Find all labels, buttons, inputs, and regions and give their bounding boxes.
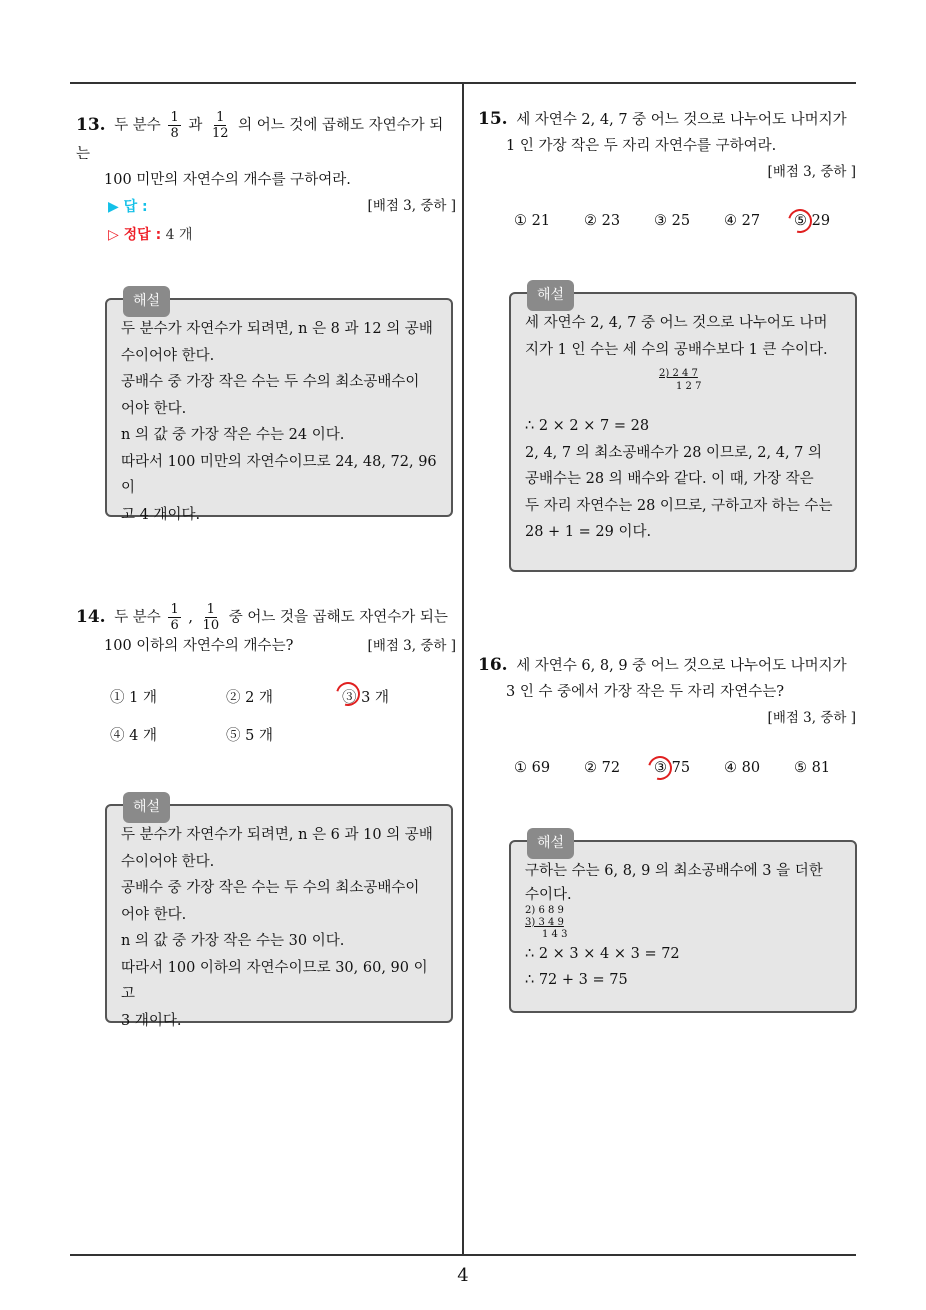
- solution-line: 수이다.: [525, 886, 572, 903]
- correct-answer-label: ▷ 정답 :: [108, 227, 162, 243]
- column-divider: [462, 83, 464, 1255]
- selection-mark: [644, 752, 677, 785]
- solution-box-13: [105, 293, 453, 523]
- solution-line: ∴ 72 + 3 = 75: [525, 972, 628, 988]
- question-16-line2: 3 인 수 중에서 가장 작은 두 자리 자연수는?: [506, 684, 784, 700]
- selection-mark: [784, 205, 817, 238]
- choice-2[interactable]: ② 72: [584, 760, 621, 776]
- score-label: [배점 3, 중하 ]: [767, 164, 856, 180]
- question-number: 13.: [76, 114, 106, 135]
- choice-3-selected[interactable]: ③ 3 개: [342, 686, 389, 707]
- solution-line: 두 분수가 자연수가 되려면, n 은 6 과 10 의 공배: [121, 827, 433, 843]
- question-text: 중 어느 것을 곱해도 자연수가 되는: [228, 609, 448, 626]
- question-text: 두 분수: [114, 609, 161, 626]
- solution-line: 수이어야 한다.: [121, 853, 215, 870]
- score-label: [배점 3, 중하 ]: [767, 710, 856, 726]
- question-text: 두 분수: [114, 117, 161, 134]
- question-14-line1: [76, 602, 456, 633]
- solution-line: 두 자리 자연수는 28 이므로, 구하고자 하는 수는: [525, 497, 833, 514]
- choice-4[interactable]: ④ 80: [724, 760, 761, 776]
- solution-tag: 해설: [123, 286, 170, 317]
- choice-1[interactable]: ① 69: [514, 760, 551, 776]
- solution-line: ∴ 2 × 2 × 7 = 28: [525, 418, 650, 434]
- question-text: 세 자연수 2, 4, 7 중 어느 것으로 나누어도 나머지가: [516, 112, 847, 128]
- solution-line: 따라서 100 미만의 자연수이므로 24, 48, 72, 96 이: [121, 453, 437, 496]
- correct-answer-value: 4 개: [165, 227, 193, 243]
- question-number: 14.: [76, 606, 106, 627]
- solution-line: 28 + 1 = 29 이다.: [525, 524, 652, 540]
- page-number: 4: [457, 1265, 469, 1286]
- fraction-1: $\frac{1}{6}$: [170, 602, 179, 633]
- division-ladder: 2) 6 8 9 3) 3 4 9 1 4 3: [525, 904, 568, 940]
- answer-row: [108, 196, 148, 218]
- solution-line: 공배수 중 가장 작은 수는 두 수의 최소공배수이: [121, 880, 420, 896]
- choice-2[interactable]: ② 23: [584, 213, 621, 229]
- solution-line: 따라서 100 이하의 자연수이므로 30, 60, 90 이고: [121, 959, 428, 1002]
- choice-4[interactable]: ④ 27: [724, 213, 761, 229]
- question-number: 15.: [478, 109, 508, 129]
- solution-line: 어야 한다.: [121, 906, 187, 923]
- solution-line: 어야 한다.: [121, 400, 187, 417]
- solution-tag: 해설: [527, 280, 574, 311]
- choice-1[interactable]: ① 1 개: [110, 690, 157, 706]
- question-number: 16.: [478, 655, 508, 675]
- choice-3[interactable]: ③ 25: [654, 213, 691, 229]
- solution-box-16: [509, 835, 857, 1013]
- question-text: 과: [188, 117, 203, 134]
- choice-5[interactable]: ⑤ 5 개: [226, 728, 273, 744]
- choice-4[interactable]: ④ 4 개: [110, 728, 157, 744]
- solution-tag: 해설: [527, 828, 574, 859]
- solution-line: 구하는 수는 6, 8, 9 의 최소공배수에 3 을 더한: [525, 863, 823, 879]
- solution-line: 2, 4, 7 의 최소공배수가 28 이므로, 2, 4, 7 의: [525, 444, 823, 461]
- division-ladder: 2) 2 4 7 1 2 7: [659, 368, 702, 392]
- question-14: [76, 602, 456, 659]
- solution-line: ∴ 2 × 3 × 4 × 3 = 72: [525, 945, 680, 962]
- solution-box-15: [509, 287, 857, 572]
- solution-line: 세 자연수 2, 4, 7 중 어느 것으로 나누어도 나머: [525, 315, 828, 331]
- question-text: 의 어느 것에 곱해도 자연수가 되는: [76, 117, 444, 162]
- solution-line: n 의 값 중 가장 작은 수는 30 이다.: [121, 933, 345, 949]
- fraction-2: $\frac{1}{12}$: [211, 110, 229, 141]
- solution-line: n 의 값 중 가장 작은 수는 24 이다.: [121, 427, 345, 443]
- solution-line: 두 분수가 자연수가 되려면, n 은 8 과 12 의 공배: [121, 321, 433, 337]
- question-13-line1: [76, 110, 456, 167]
- choice-3-selected[interactable]: ③ 75: [654, 760, 690, 776]
- solution-line: 지가 1 인 수는 세 수의 공배수보다 1 큰 수이다.: [525, 341, 828, 358]
- correct-answer-row: [108, 224, 193, 246]
- choice-5-selected[interactable]: ⑤ 29: [794, 213, 830, 229]
- question-text: ,: [188, 609, 193, 626]
- question-text: 100 이하의 자연수의 개수는?: [104, 638, 294, 654]
- score-label: [배점 3, 중하 ]: [367, 198, 456, 214]
- question-15-line1: [478, 106, 856, 133]
- question-15: [478, 106, 856, 185]
- question-14-line2: [76, 633, 456, 659]
- choice-5[interactable]: ⑤ 81: [794, 760, 831, 776]
- solution-tag: 해설: [123, 792, 170, 823]
- choice-2[interactable]: ② 2 개: [226, 690, 273, 706]
- score-label: [배점 3, 중하 ]: [367, 638, 456, 654]
- answer-label: ▶ 답 :: [108, 199, 148, 215]
- solution-box-14: [105, 799, 453, 1029]
- solution-line: 3 개이다.: [121, 1012, 182, 1029]
- question-16: [478, 652, 856, 731]
- solution-line: 수이어야 한다.: [121, 347, 215, 364]
- fraction-1: $\frac{1}{8}$: [170, 110, 179, 141]
- question-text: 세 자연수 6, 8, 9 중 어느 것으로 나누어도 나머지가: [516, 658, 847, 674]
- question-13-line2: 100 미만의 자연수의 개수를 구하여라.: [104, 172, 351, 188]
- solution-line: 공배수는 28 의 배수와 같다. 이 때, 가장 작은: [525, 471, 814, 487]
- bottom-rule: [70, 1254, 856, 1256]
- choice-1[interactable]: ① 21: [514, 213, 551, 229]
- question-15-line2: 1 인 가장 작은 두 자리 자연수를 구하여라.: [506, 138, 777, 154]
- solution-line: 공배수 중 가장 작은 수는 두 수의 최소공배수이: [121, 374, 420, 390]
- fraction-2: $\frac{1}{10}$: [202, 602, 220, 633]
- solution-line: 고 4 개이다.: [121, 506, 201, 523]
- question-16-line1: [478, 652, 856, 679]
